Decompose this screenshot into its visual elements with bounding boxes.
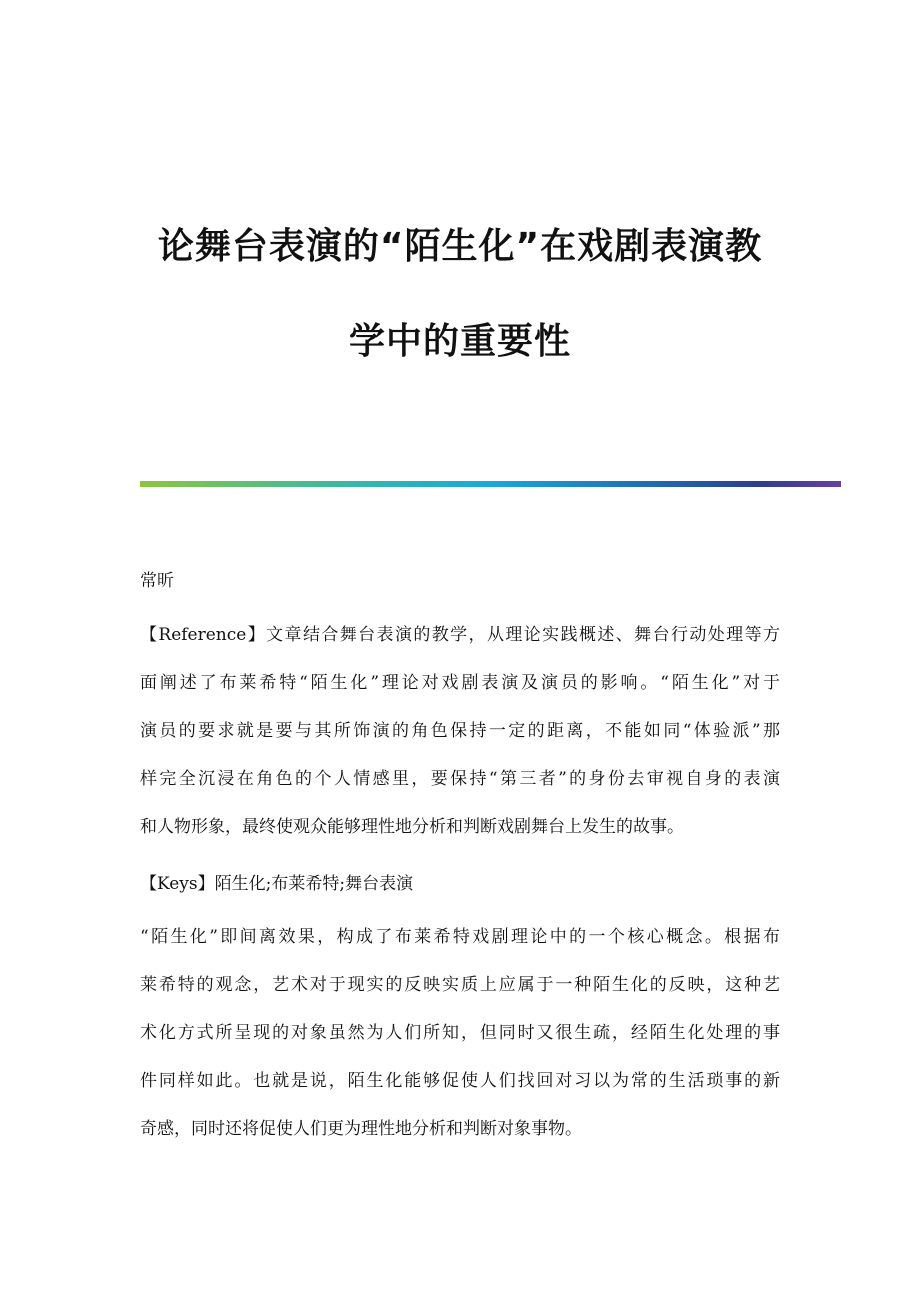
paragraph-line: 莱希特的观念，艺术对于现实的反映实质上应属于一种陌生化的反映，这种艺 [140,975,780,995]
gradient-divider [140,481,841,487]
paragraph-line: 术化方式所呈现的对象虽然为人们所知，但同时又很生疏，经陌生化处理的事 [140,1023,780,1043]
abstract-line: 【Reference】文章结合舞台表演的教学，从理论实践概述、舞台行动处理等方 [140,625,780,645]
title-line-2: 学中的重要性 [348,321,571,362]
author-name: 常昕 [140,571,174,591]
abstract-line: 样完全沉浸在角色的个人情感里，要保持“第三者”的身份去审视自身的表演 [140,769,780,789]
abstract-line: 和人物形象，最终使观众能够理性地分析和判断戏剧舞台上发生的故事。 [140,817,684,837]
title-line-1: 论舞台表演的“陌生化”在戏剧表演教 [157,226,763,267]
abstract-line: 演员的要求就是要与其所饰演的角色保持一定的距离，不能如同“体验派”那 [140,721,780,741]
abstract-block [140,611,780,851]
body-paragraph [140,913,780,1153]
paragraph-line: 奇感，同时还将促使人们更为理性地分析和判断对象事物。 [140,1119,582,1139]
paragraph-line: 件同样如此。也就是说，陌生化能够促使人们找回对习以为常的生活琐事的新 [140,1071,780,1091]
abstract-line: 面阐述了布莱希特“陌生化”理论对戏剧表演及演员的影响。“陌生化”对于 [140,673,780,693]
keywords-line: 【Keys】陌生化;布莱希特;舞台表演 [140,874,414,894]
paragraph-line: “陌生化”即间离效果，构成了布莱希特戏剧理论中的一个核心概念。根据布 [140,927,780,947]
